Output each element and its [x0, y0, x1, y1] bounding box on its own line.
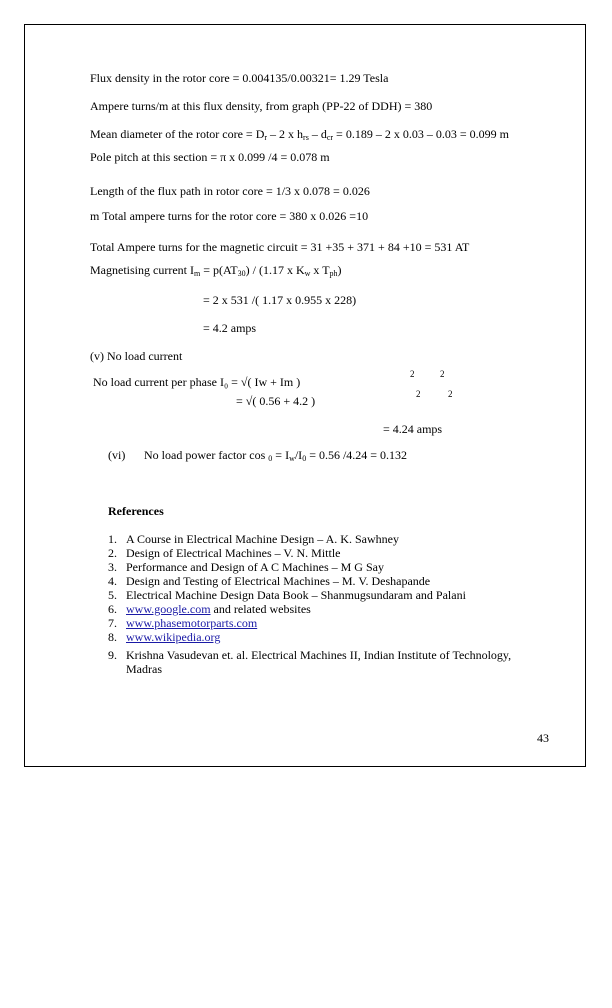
list-item: 1. A Course in Electrical Machine Design – A. K. Sawhney: [108, 532, 399, 546]
magnetising-calc-line: = 2 x 531 /( 1.17 x 0.955 x 228): [203, 293, 357, 307]
pole-pitch-line: Pole pitch at this section = π x 0.099 /4 = 0.078 m: [90, 150, 330, 164]
superscript-2: 2: [448, 389, 453, 399]
list-item: 4. Design and Testing of Electrical Machines – M. V. Deshapande: [108, 574, 431, 588]
section-v-heading: (v) No load current: [90, 349, 183, 363]
rotor-ampere-turns-line: m Total ampere turns for the rotor core = 380 x 0.026 =10: [90, 209, 369, 223]
total-ampere-turns-line: Total Ampere turns for the magnetic circuit = 31 +35 + 371 + 84 +10 = 531 AT: [90, 240, 470, 254]
list-item: 9. Krishna Vasudevan et. al. Electrical Machines II, Indian Institute of Technology, Madras: [108, 648, 512, 676]
no-load-result-line: = 4.24 amps: [383, 422, 443, 436]
list-item: 2. Design of Electrical Machines – V. N. Mittle: [108, 546, 341, 560]
page-number: 43: [537, 731, 549, 745]
flux-path-length-line: Length of the flux path in rotor core = 1/3 x 0.078 = 0.026: [90, 184, 370, 198]
flux-density-line: Flux density in the rotor core = 0.004135/0.00321= 1.29 Tesla: [90, 71, 389, 85]
list-item: 5. Electrical Machine Design Data Book – Shanmugsundaram and Palani: [108, 588, 466, 602]
no-load-calc-line: = √( 0.56 + 4.2 ): [236, 394, 316, 408]
power-factor-line: No load power factor $\cos _0 = I_w/I_0 = 0.56$ /4.24 = 0.132: [144, 448, 408, 463]
list-item: 3. Performance and Design of A C Machines – M G Say: [108, 560, 384, 574]
references-heading: References: [108, 504, 164, 518]
superscript-2: 2: [440, 369, 445, 379]
ampere-turns-line: Ampere turns/m at this flux density, from graph (PP-22 of DDH) = 380: [90, 99, 433, 113]
superscript-2: 2: [410, 369, 415, 379]
mean-diameter-line: Mean diameter of the rotor core = $D_r - 2$ x $h_{rs} - d_{cr} = 0.189 - 2$ x 0.03 – 0.03 = 0.099 m: [90, 127, 509, 142]
magnetising-result-line: = 4.2 amps: [203, 321, 257, 335]
wikipedia-link[interactable]: www.wikipedia.org: [126, 630, 221, 644]
list-item[interactable]: 8. www.wikipedia.org: [108, 630, 221, 644]
phasemotorparts-link[interactable]: www.phasemotorparts.com: [126, 616, 258, 630]
google-link[interactable]: www.google.com: [126, 602, 211, 616]
references-list: [108, 532, 538, 676]
section-vi-label: (vi): [108, 448, 126, 462]
list-item[interactable]: 6. www.google.com and related websites: [108, 602, 311, 616]
magnetising-current-line: Magnetising current $I_m = p(AT_{30}) / (1.17$ x $K_w$ x $T_{ph}$): [90, 263, 342, 278]
list-item[interactable]: 7. www.phasemotorparts.com: [108, 616, 258, 630]
no-load-current-line: No load current per phase I₀ = √( Iw + Im ): [93, 375, 301, 389]
superscript-2: 2: [416, 389, 421, 399]
